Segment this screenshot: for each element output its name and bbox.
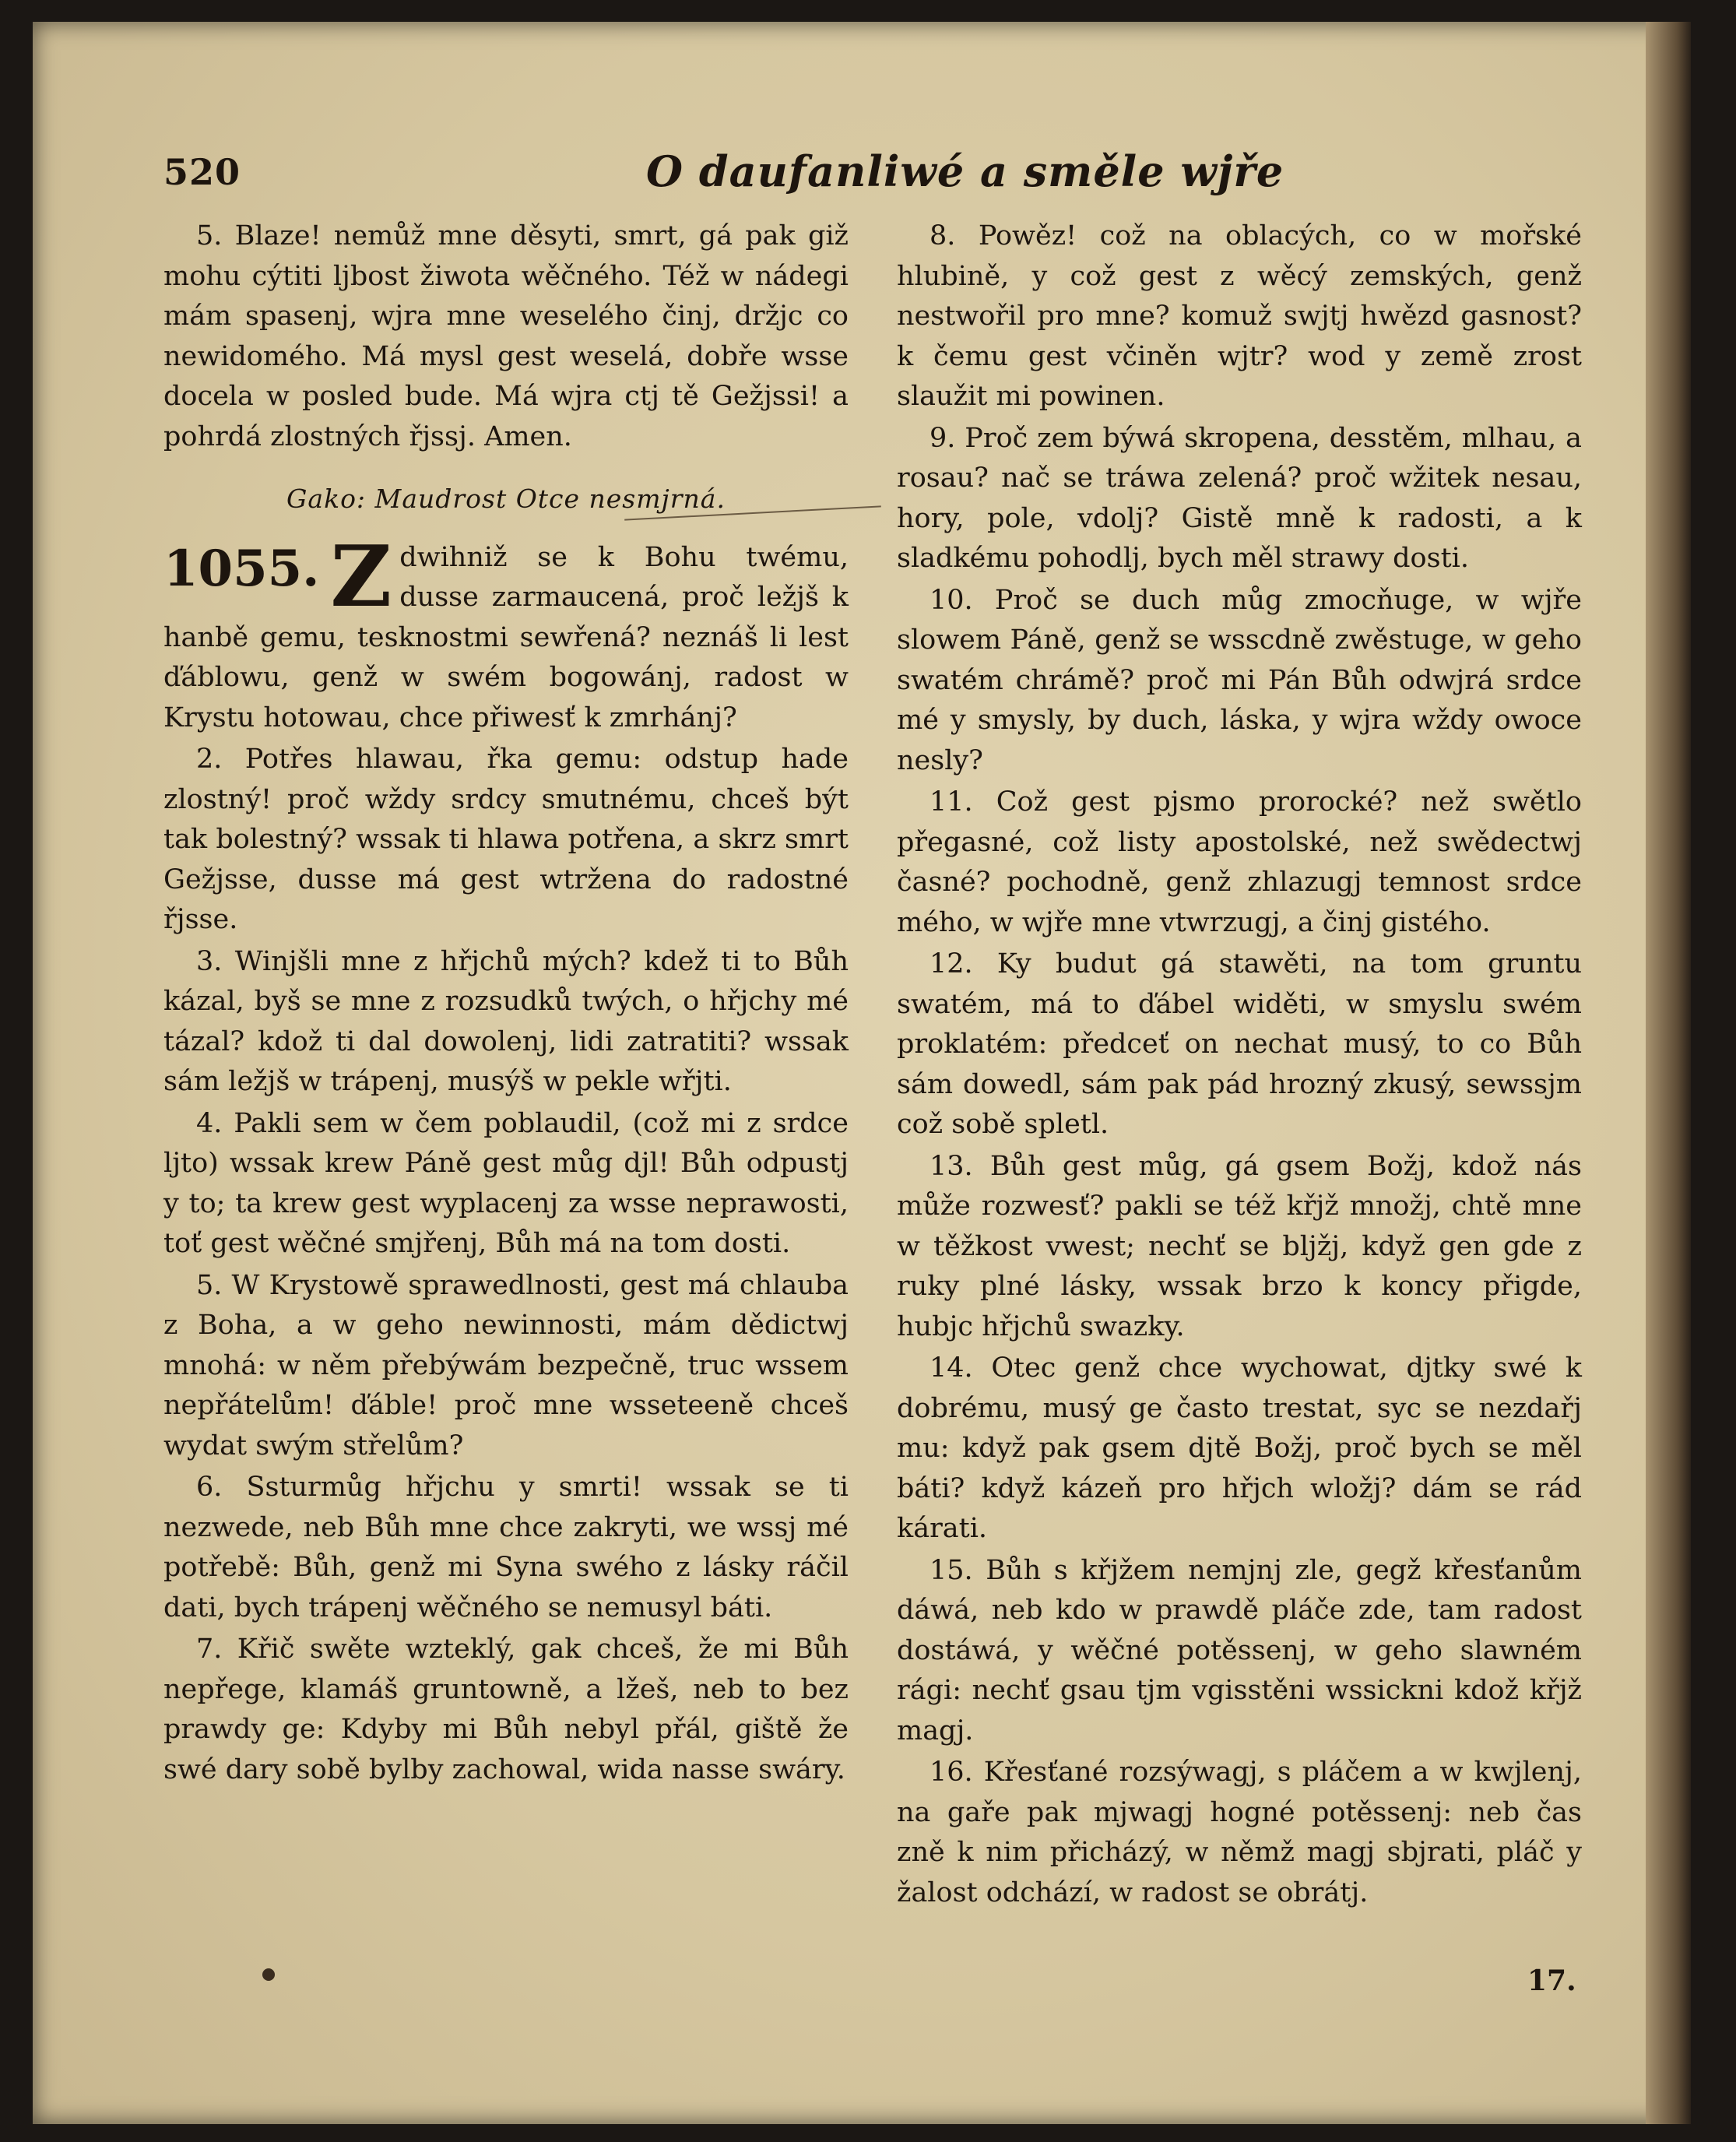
- stanza-16: 16. Křesťané rozsýwagj, s pláčem a w kwjlenj, na gaře pak mjwagj hogné potěssenj: neb čas zně k nim přicházý, w němž magj sbjrati, pláč y žalost odchází, w radost se obrátj.: [897, 1757, 1582, 1908]
- book-spine-shadow: [1646, 22, 1691, 2124]
- stanza-9: 9. Proč zem býwá skropena, desstěm, mlhau, a rosau? nač se tráwa zelená? proč wžitek nesau, hory, pole, vdolj? Gistě mně k radosti, a k sladkému pohodlj, bych měl strawy dosti.: [897, 422, 1582, 574]
- stanza-7: 7. Křič swěte wzteklý, gak chceš, že mi Bůh nepřege, klamáš gruntowně, a lžeš, neb to bez prawdy ge: Kdyby mi Bůh nebyl přál, giště že swé dary sobě bylby zachowal, wida nasse swáry.: [163, 1634, 849, 1785]
- stanza-10: 10. Proč se duch můg zmocňuge, w wjře slowem Páně, genž se wsscdně zwěstuge, w geho swatém chrámě? proč mi Pán Bůh odwjrá srdce mé y smysly, by duch, láska, y wjra wždy owoce nesly?: [897, 584, 1582, 776]
- ink-dot: [262, 1968, 275, 1981]
- stanza-12: 12. Ky budut gá stawěti, na tom gruntu swatém, má to ďábel widěti, w smyslu swém proklatém: předceť on nechat musý, to co Bůh sám dowedl, sám pak pád hrozný zkusý, sewssjm což sobě spletl.: [897, 948, 1582, 1140]
- stanza-2: 2. Potřes hlawau, řka gemu: odstup hade zlostný! proč wždy srdcy smutnému, chceš být tak bolestný? wssak ti hlawa potřena, a skrz smrt Gežjsse, dusse má gest wtržena do radostné řjsse.: [163, 744, 849, 935]
- stanza-5: 5. W Krystowě sprawedlnosti, gest má chlauba z Boha, a w geho newinnosti, mám dědictwj mnohá: w něm přebýwám bezpečně, truc wssem nepřátelům! ďáble! proč mne wsseteeně chceš wydat swým střelům?: [163, 1269, 849, 1461]
- melody-indication: Gako: Maudrost Otce nesmjrná.: [286, 484, 726, 514]
- running-title: O daufanliwé a směle wjře: [646, 146, 1284, 196]
- stanza-1-text: dwihniž se k Bohu twému, dusse zarmaucená, proč ležjš k hanbě gemu, tesknostmi sewřená? neznáš li lest ďáblowu, genž w swém bogowánj, radost w Krystu hotowau, chce přiwesť k zmrhánj?: [163, 541, 849, 733]
- page-header: [163, 146, 1627, 209]
- drop-cap: Z: [330, 527, 392, 626]
- stanza-5-previous-hymn: 5. Blaze! nemůž mne děsyti, smrt, gá pak giž mohu cýtiti ljbost žiwota wěčného. Též w nádegi mám spasenj, wjra mne weselého činj, držjc co newidoméhо. Má mysl gest weselá, dobře wsse docela w posled bude. Má wjra ctj tě Gežjssi! a pohrdá zlostných řjssj. Amen.: [163, 220, 849, 452]
- stanza-6: 6. Ssturmůg hřjchu y smrti! wssak se ti nezwede, neb Bůh mne chce zakryti, we wssj mé potřebě: Bůh, genž mi Syna swého z lásky ráčil dati, bych trápenj wěčného se nemusyl báti.: [163, 1472, 849, 1623]
- right-column: [897, 216, 1582, 1915]
- stanza-15: 15. Bůh s křjžem nemjnj zle, gegž křesťanům dáwá, neb kdo w prawdě pláče zde, tam radost dostáwá, y wěčné potěssenj, w geho slawném rági: nechť gsau tjm vgisstěni wssickni kdož křjž magj.: [897, 1554, 1582, 1746]
- book-page: [33, 22, 1691, 2124]
- hymn-number: 1055.: [163, 539, 320, 598]
- stanza-13: 13. Bůh gest můg, gá gsem Božj, kdož nás může rozwesť? pakli se též křjž množj, chtě mne w těžkost vwest; nechť se bljžj, když gen gde z ruky plné lásky, wssak brzo k koncy přigde, hubjc hřjchů swazky.: [897, 1150, 1582, 1342]
- stanza-4: 4. Pakli sem w čem poblaudil, (což mi z srdce ljto) wssak krew Páně gest můg djl! Bůh odpustj y to; ta krew gest wyplacenj za wsse neprawosti, toť gest wěčné smjřenj, Bůh má na tom dosti.: [163, 1107, 849, 1259]
- stanza-8: 8. Powěz! což na oblacých, co w mořské hlubině, y což gest z wěcý zemských, genž nestwořil pro mne? komuž swjtj hwězd gasnost? k čemu gest včiněn wjtr? wod y země zrost slaužit mi powinen.: [897, 220, 1582, 412]
- stanza-11: 11. Což gest pjsmo prorocké? než swětlo přegasné, což listy apostolské, než swědectwj časné? pochodně, genž zhlazugj temnost srdce mého, w wjře mne vtwrzugj, a činj gistého.: [897, 786, 1582, 938]
- left-column: [163, 216, 849, 1792]
- stanza-14: 14. Otec genž chce wychowat, djtky swé k dobrému, musý ge často trestat, syc se nezdařj mu: když pak gsem djtě Božj, proč bych se měl báti? když kázeň pro hřjch wložj? dám se rád kárati.: [897, 1352, 1582, 1544]
- stanza-3: 3. Winjšli mne z hřjchů mých? kdež ti to Bůh kázal, byš se mne z rozsudků twých, o hřjchy mé tázal? kdož ti dal dowolenj, lidi zatratiti? wssak sám ležjš w trápenj, musýš w pekle wřjti.: [163, 945, 849, 1097]
- catchword: 17.: [1527, 1964, 1576, 1997]
- page-number: 520: [163, 151, 241, 193]
- hymn-1055-stanza-1: [163, 527, 849, 739]
